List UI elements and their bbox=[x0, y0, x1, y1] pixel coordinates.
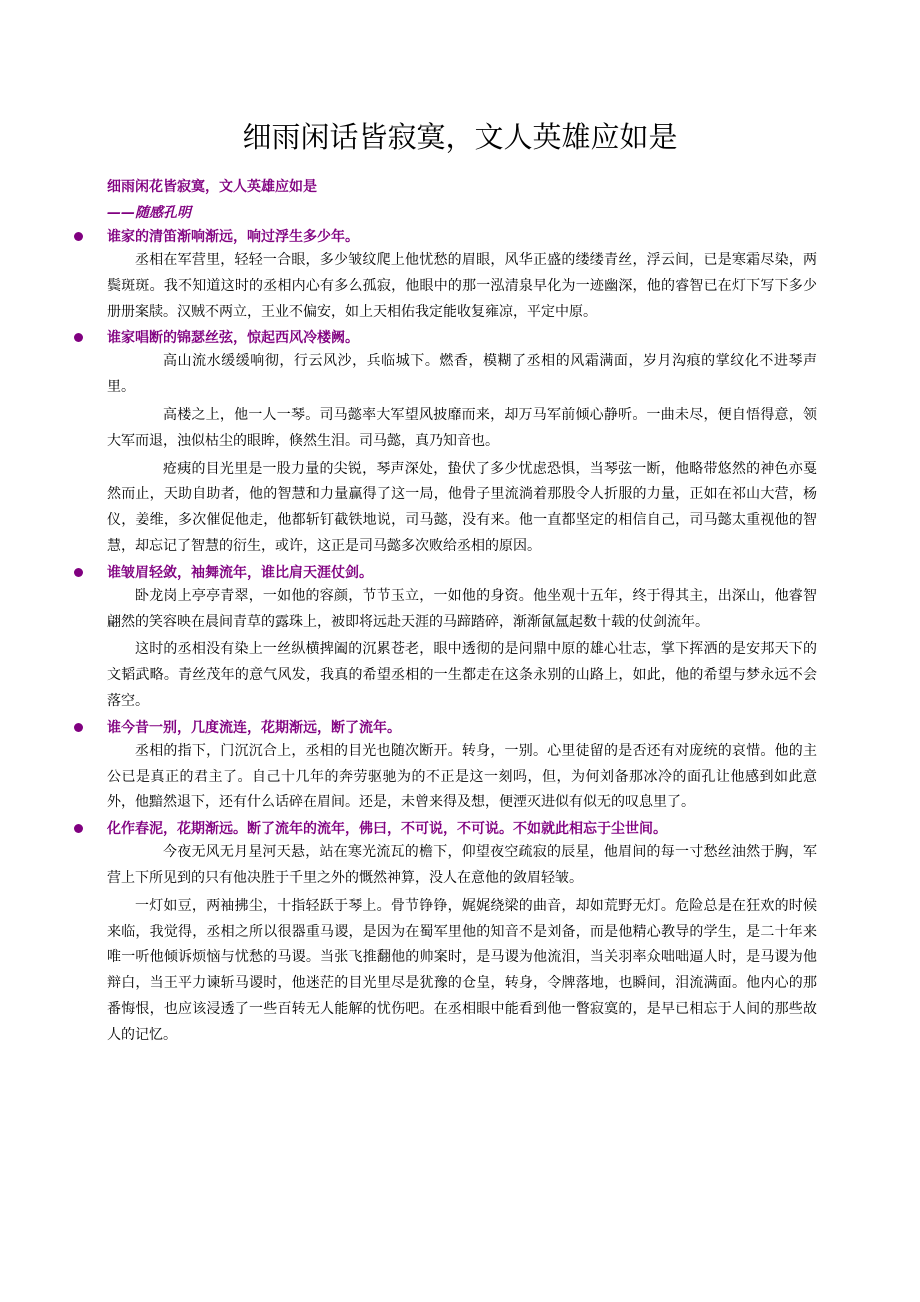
bullet-icon bbox=[74, 568, 83, 577]
section-heading bbox=[107, 562, 817, 584]
bullet-icon bbox=[74, 232, 83, 241]
paragraph: 高山流水缓缓响彻，行云风沙，兵临城下。燃香，模糊了丞相的风霜满面，岁月沟痕的掌纹化不进琴声里。 bbox=[107, 353, 817, 396]
bullet-icon bbox=[74, 333, 83, 342]
section-heading-text: 谁家的清笛渐响渐远，响过浮生多少年。 bbox=[107, 229, 359, 245]
paragraph: 这时的丞相没有染上一丝纵横捭阖的沉累苍老，眼中透彻的是问鼎中原的雄心壮志，掌下挥洒的是安邦天下的文韬武略。青丝茂年的意气风发，我真的希望丞相的一生都走在这条永别的山路上，如此，他的希望与梦永远不会落空。 bbox=[107, 641, 817, 709]
bullet-icon bbox=[74, 723, 83, 732]
section-heading-text: 化作春泥，花期渐远。断了流年的流年，佛曰，不可说，不可说。不如就此相忘于尘世间。 bbox=[107, 821, 667, 838]
paragraph: 丞相在军营里，轻轻一合眼，多少皱纹爬上他忧愁的眉眼，风华正盛的缕缕青丝，浮云间，已是寒霜尽染，两鬓斑斑。我不知道这时的丞相内心有多么孤寂，他眼中的那一泓清泉早化为一迹幽深，他的睿智已在灯下写下多少册册案牍。汉贼不两立，王业不偏安，如上天相佑我定能收复雍凉，平定中原。 bbox=[107, 252, 817, 320]
document-byline: ——随感孔明 bbox=[107, 205, 191, 221]
section-heading-text: 谁皱眉轻敛，袖舞流年，谁比肩天涯仗剑。 bbox=[107, 564, 373, 581]
paragraph: 丞相的指下，门沉沉合上，丞相的目光也随次断开。转身，一别。心里徒留的是否还有对庞统的哀惜。他的主公已是真正的君主了。自己十几年的奔劳驱驰为的不正是这一刻吗，但，为何刘备那冰冷的面孔让他感到如此意外，他黯然退下，还有什么话碎在眉间。还是，未曾来得及想，便湮灭进似有似无的叹息里了。 bbox=[107, 742, 817, 811]
bullet-icon bbox=[74, 824, 83, 833]
article-body bbox=[107, 226, 817, 1051]
section-heading-text: 谁今昔一别，几度流连，花期渐远，断了流年。 bbox=[107, 719, 401, 736]
document-title: 细雨闲话皆寂寞，文人英雄应如是 bbox=[242, 120, 678, 154]
section-heading bbox=[107, 717, 817, 739]
document-subtitle: 细雨闲花皆寂寞，文人英雄应如是 bbox=[107, 179, 317, 195]
paragraph: 今夜无风无月星河天悬，站在寒光流瓦的檐下，仰望夜空疏寂的辰星，他眉间的每一寸愁丝油然于胸，军营上下所见到的只有他决胜于千里之外的慨然神算，没人在意他的敛眉轻皱。 bbox=[107, 844, 817, 886]
paragraph: 一灯如豆，两袖拂尘，十指轻跃于琴上。骨节铮铮，娓娓绕梁的曲音，却如荒野无灯。危险总是在狂欢的时候来临，我觉得，丞相之所以很器重马谡，是因为在蜀军里他的知音不是刘备，而是他精心教导的学生，是二十年来唯一听他倾诉烦恼与忧愁的马谡。当张飞推翻他的帅案时，是马谡为他流泪，当关羽率众咄咄逼人时，是马谡为他辩白，当王平力谏斩马谡时，他迷茫的目光里尽是犹豫的仓皇，转身，令牌落地，也瞬间，泪流满面。他内心的那番悔恨，也应该浸透了一些百转无人能解的忧伤吧。在丞相眼中能看到他一瞥寂寞的，是早已相忘于人间的那些故人的记忆。 bbox=[107, 897, 817, 1043]
section-heading bbox=[107, 226, 817, 248]
section-heading bbox=[107, 818, 817, 840]
paragraph: 疮痍的目光里是一股力量的尖锐，琴声深处，蛰伏了多少忧虑恐惧，当琴弦一断，他略带悠然的神色亦戛然而止，天助自助者，他的智慧和力量赢得了这一局，他骨子里流淌着那股令人折服的力量，正如在祁山大营，杨仪，姜维，多次催促他走，他都斩钉截铁地说，司马懿，没有来。他一直都坚定的相信自己，司马懿太重视他的智慧，却忘记了智慧的衍生，或许，这正是司马懿多次败给丞相的原因。 bbox=[107, 460, 817, 554]
section-heading bbox=[107, 327, 817, 349]
section-heading-text: 谁家唱断的锦瑟丝弦，惊起西风冷楼阙。 bbox=[107, 330, 359, 347]
paragraph: 高楼之上，他一人一琴。司马懿率大军望风披靡而来，却万马军前倾心静听。一曲未尽，便自悟得意，领大军而退，浊似枯尘的眼眸，倏然生泪。司马懿，真乃知音也。 bbox=[107, 406, 817, 449]
paragraph: 卧龙岗上亭亭青翠，一如他的容颜，节节玉立，一如他的身资。他坐观十五年，终于得其主，出深山，他睿智翩然的笑容映在晨间青草的露珠上，被即将远赴天涯的马蹄踏碎，渐渐氤氲起数十载的仗剑流年。 bbox=[107, 587, 817, 630]
